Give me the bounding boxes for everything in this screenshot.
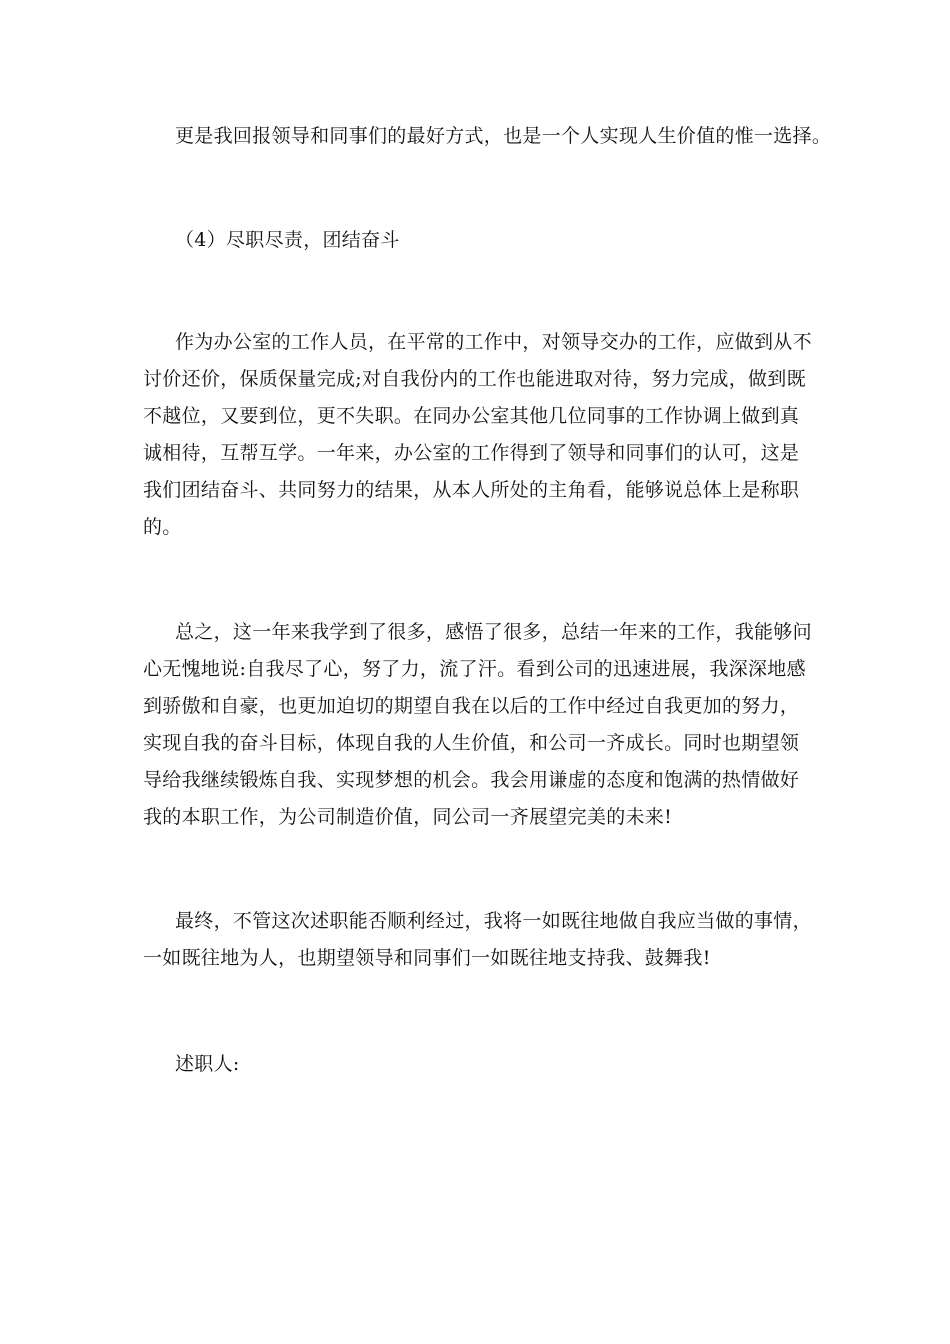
paragraph-office-work: 作为办公室的工作人员，在平常的工作中，对领导交办的工作，应做到从不讨价还价，保质保量完成;对自我份内的工作也能进取对待，努力完成，做到既不越位，又要到位，更不失职。在同办公室其他几位同事的工作协调上做到真诚相待，互帮互学。一年来，办公室的工作得到了领导和同事们的认可，这是我们团结奋斗、共同努力的结果，从本人所处的主角看，能够说总体上是称职的。 xyxy=(143,331,812,538)
section-heading-4: （4）尽职尽责，团结奋斗 xyxy=(175,229,400,251)
paragraph-closing-sentence: 更是我回报领导和同事们的最好方式，也是一个人实现人生价值的惟一选择。 xyxy=(175,125,832,147)
paragraph-final: 最终，不管这次述职能否顺利经过，我将一如既往地做自我应当做的事情，一如既往地为人，也期望领导和同事们一如既往地支持我、鼓舞我! xyxy=(143,910,812,969)
signature-label: 述职人: xyxy=(175,1053,240,1075)
paragraph-summary: 总之，这一年来我学到了很多，感悟了很多，总结一年来的工作，我能够问心无愧地说:自我尽了心，努了力，流了汗。看到公司的迅速进展，我深深地感到骄傲和自豪，也更加迫切的期望自我在以后的工作中经过自我更加的努力，实现自我的奋斗目标，体现自我的人生价值，和公司一齐成长。同时也期望领导给我继续锻炼自我、实现梦想的机会。我会用谦虚的态度和饱满的热情做好我的本职工作，为公司制造价值，同公司一齐展望完美的未来! xyxy=(143,621,812,828)
